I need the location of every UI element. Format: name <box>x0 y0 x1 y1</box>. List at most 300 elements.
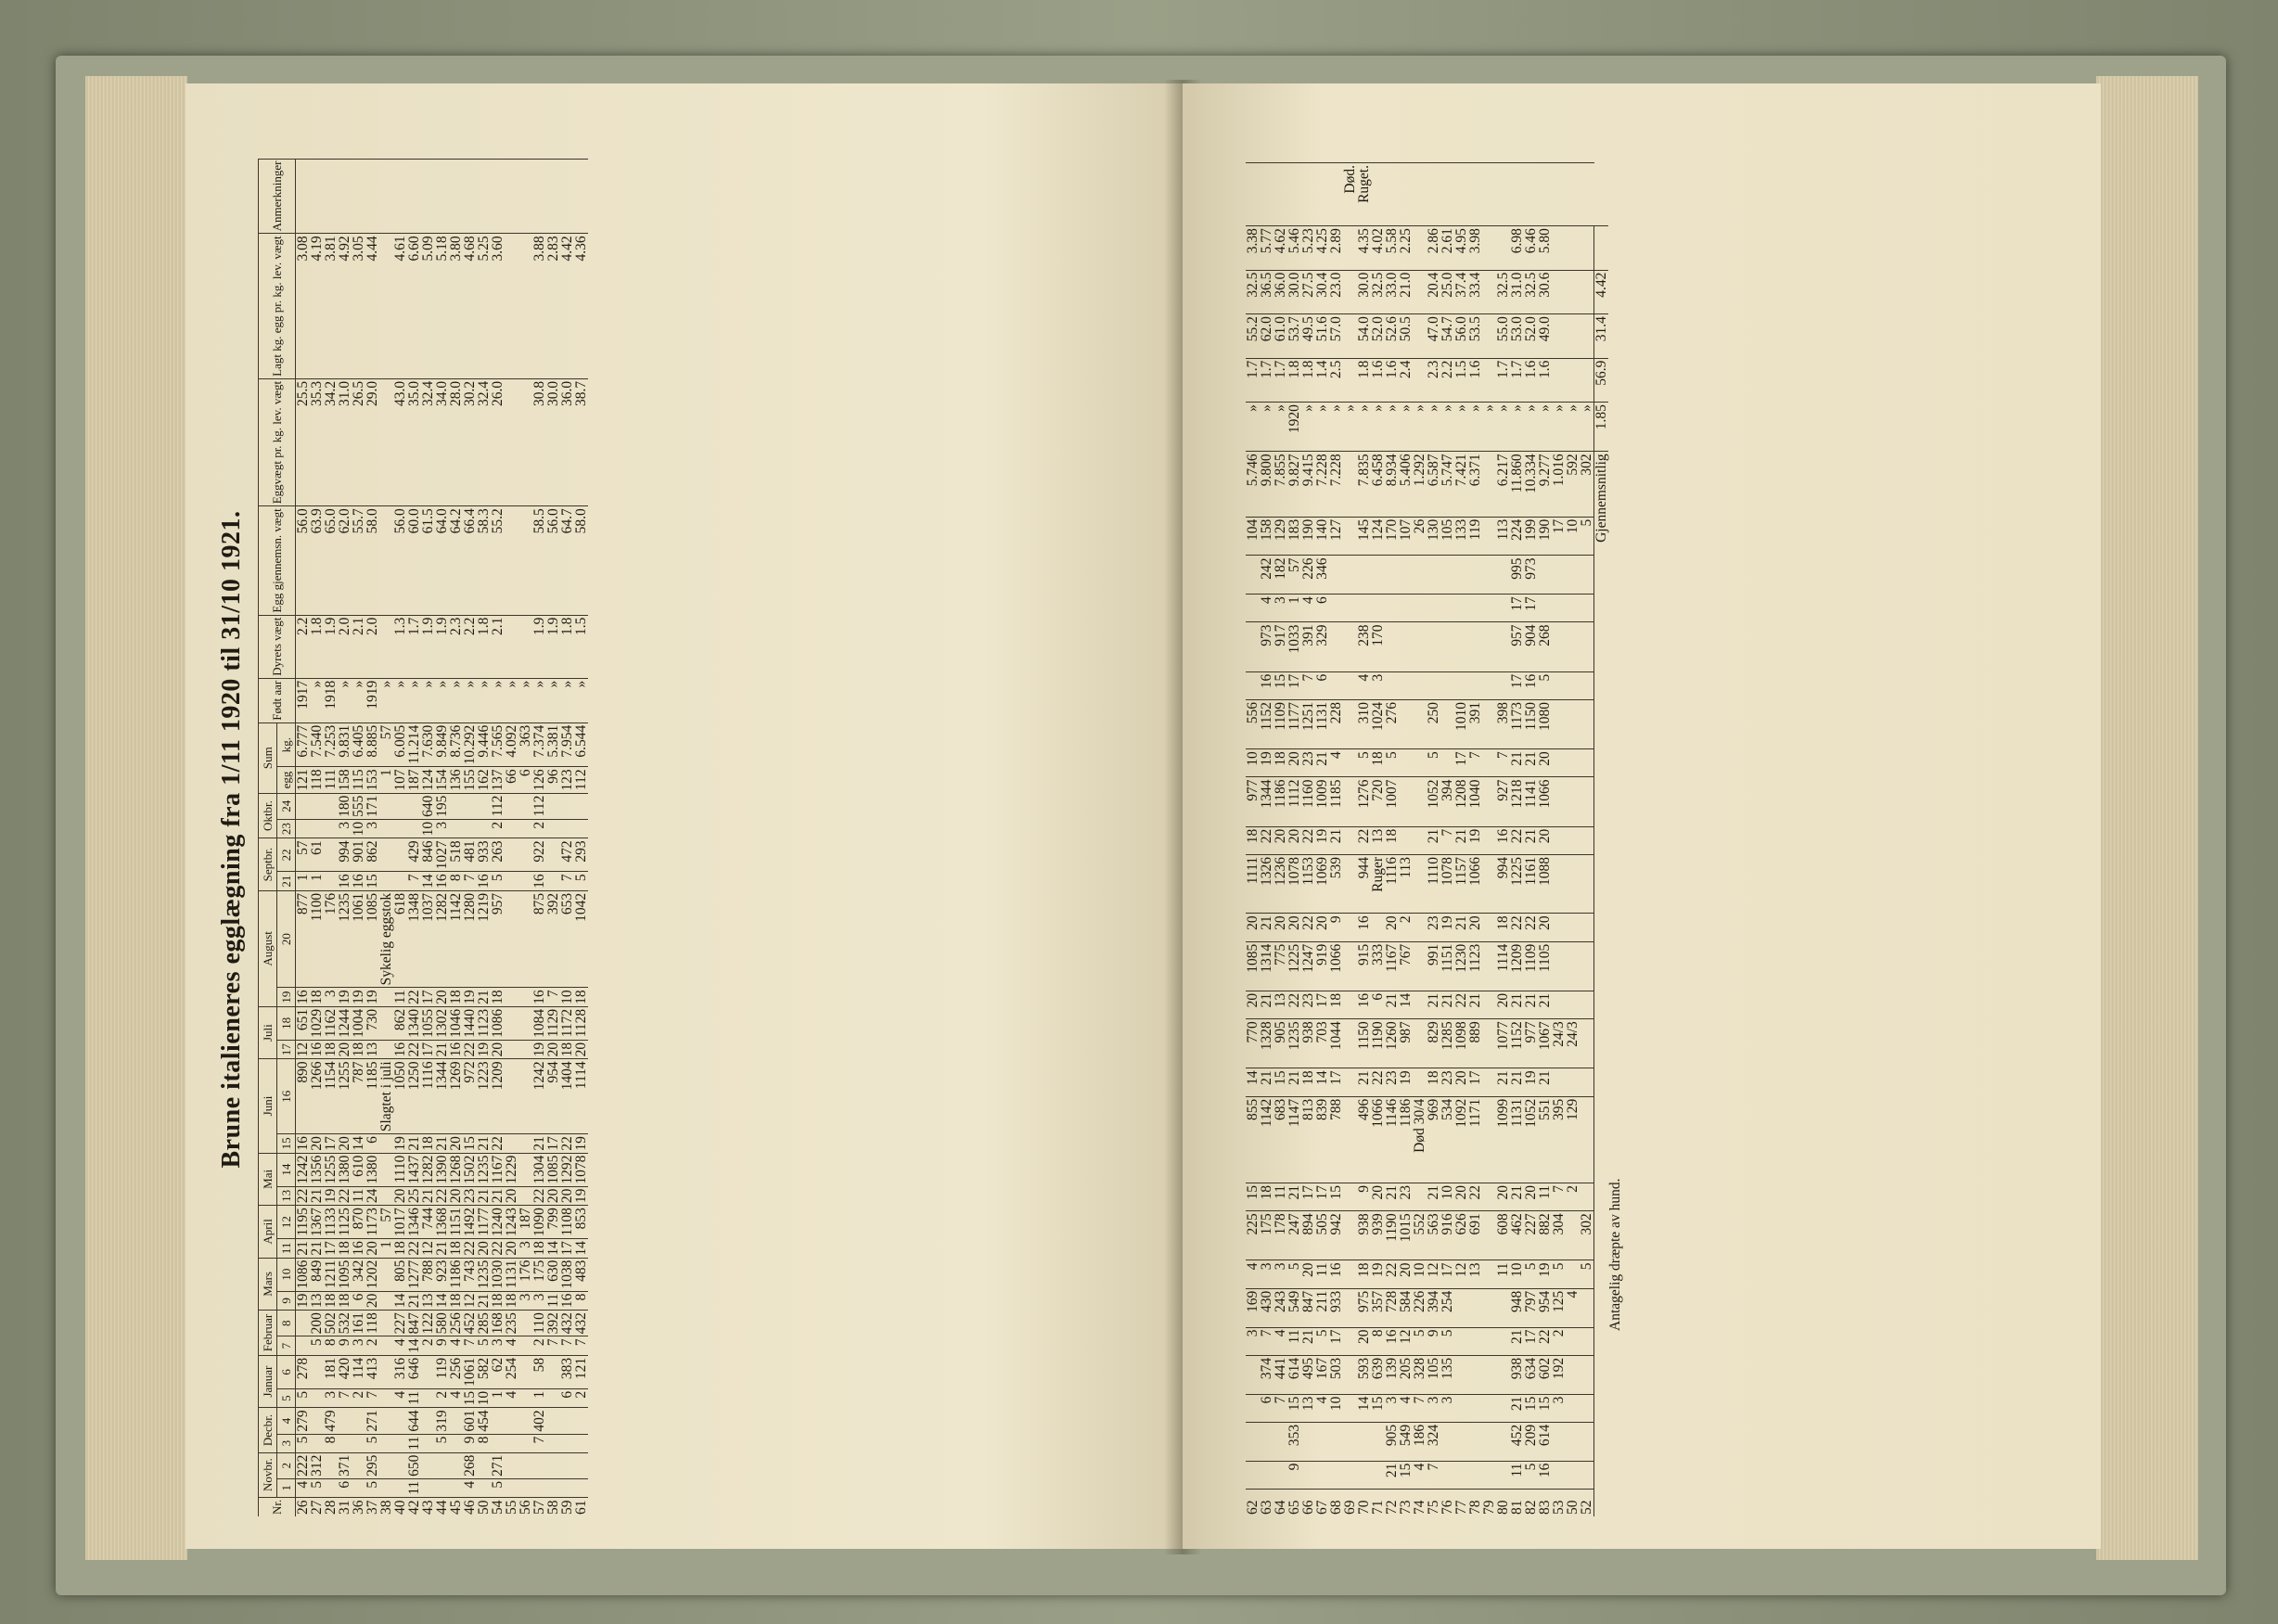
cell-mai-gr <box>1482 941 1496 991</box>
cell-feb-gr: 225 <box>1246 1211 1260 1260</box>
cell-mar: 18 <box>338 1291 352 1311</box>
cell-jun-gr: 1185 <box>365 1059 379 1134</box>
cell-nov-gr <box>1315 1422 1329 1461</box>
cell-fodt: » <box>1454 403 1468 452</box>
row-number: 27 <box>310 1497 324 1516</box>
cell-sep <box>1496 671 1510 699</box>
cell-mai: 20 <box>505 1186 518 1206</box>
table-row <box>1413 163 1427 1517</box>
cell-feb: 3 <box>1273 1260 1287 1288</box>
cell-jul: 20 <box>1287 826 1301 854</box>
cell-egg-gj: 60.0 <box>407 506 421 615</box>
cell-jun-gr <box>505 1059 518 1134</box>
cell-okt-gr: 973 <box>1524 556 1538 595</box>
cell-mai <box>1482 991 1496 1018</box>
cell-sep-gr: 917 <box>1273 622 1287 671</box>
cell-sum-kg: 6.005 <box>393 722 407 767</box>
cell-jul-gr: 1244 <box>338 1006 352 1040</box>
cell-sep-gr <box>505 838 518 872</box>
cell-lagt: 6.46 <box>1524 226 1538 270</box>
cell-eggpr <box>1482 270 1496 313</box>
cell-apr-gr: 57 <box>379 1206 393 1239</box>
cell-jul: 20 <box>1538 826 1552 854</box>
cell-okt-gr <box>1566 556 1580 595</box>
cell-lagt: 2.61 <box>1440 226 1454 270</box>
cell-sep: 5 <box>491 872 505 891</box>
cell-sum-egg: 140 <box>1315 517 1329 556</box>
cell-fodt: » <box>421 678 435 722</box>
cell-sum-kg: 8.934 <box>1385 452 1399 517</box>
cell-apr-gr: 1243 <box>505 1206 518 1239</box>
cell-eggpr <box>1566 270 1580 313</box>
cell-mar-gr: 1186 <box>449 1258 463 1291</box>
cell-aug: 19 <box>338 988 352 1007</box>
cell-vaegt: 1.8 <box>1301 358 1315 402</box>
cell-aug-gr: 1100 <box>310 890 324 987</box>
row-number: 71 <box>1371 1489 1385 1516</box>
cell-nov <box>1496 1461 1510 1489</box>
cell-sep-gr <box>1440 622 1454 671</box>
cell-sep-gr: 61 <box>310 838 324 872</box>
cell-jan-gr: 256 <box>449 1355 463 1388</box>
cell-jun: 6 <box>365 1134 379 1154</box>
cell-feb-gr: 505 <box>1315 1211 1329 1260</box>
cell-nov: 5 <box>491 1478 505 1497</box>
cell-sum-kg: 9.800 <box>1260 452 1273 517</box>
cell-vaegt <box>1580 358 1594 402</box>
cell-dec <box>1566 1394 1580 1422</box>
cell-feb-gr: 1015 <box>1399 1211 1413 1260</box>
cell-mai-gr: 1114 <box>1496 941 1510 991</box>
cell-mai-gr <box>1580 941 1594 991</box>
cell-mar-gr <box>379 1258 393 1291</box>
cell-mai: 23 <box>463 1186 477 1206</box>
summary-label: Gjennemsnitlig <box>1594 452 1609 1516</box>
cell-jul: 22 <box>1260 826 1273 854</box>
cell-jan <box>1580 1327 1594 1355</box>
cell-apr-gr: 1133 <box>324 1206 338 1239</box>
cell-mai: 22 <box>1454 991 1468 1018</box>
cell-vaegt: 1.6 <box>1524 358 1538 402</box>
cell-mai <box>379 1186 393 1206</box>
cell-fodt: » <box>491 678 505 722</box>
cell-feb: 3 <box>352 1336 365 1356</box>
cell-dec-gr: 593 <box>1357 1355 1371 1394</box>
cell-egg-gj: 66.4 <box>463 506 477 615</box>
cell-jul-gr: 1029 <box>310 1006 324 1040</box>
cell-apr <box>1343 1068 1357 1096</box>
cell-feb: 11 <box>1315 1260 1329 1288</box>
cell-note <box>463 159 477 234</box>
cell-aug: 7 <box>546 988 560 1007</box>
cell-jul <box>1343 826 1357 854</box>
cell-eggpr <box>1413 270 1427 313</box>
cell-apr-gr: 853 <box>574 1206 588 1239</box>
cell-sum-egg: 115 <box>352 767 365 793</box>
cell-mai: 21 <box>1440 991 1454 1018</box>
cell-jan: 5 <box>1315 1327 1329 1355</box>
cell-egg-gj: 64.0 <box>435 506 449 615</box>
cell-dec: 15 <box>1538 1394 1552 1422</box>
cell-feb: 10 <box>1413 1260 1427 1288</box>
cell-sep-gr: 1033 <box>1287 622 1301 671</box>
cell-jul: 18 <box>1246 826 1260 854</box>
cell-feb-gr: 285 <box>477 1311 491 1336</box>
cell-nov-gr: 650 <box>407 1452 421 1478</box>
cell-apr: 21 <box>310 1239 324 1259</box>
cell-sep-gr: 391 <box>1301 622 1315 671</box>
cell-eggpr: 29.0 <box>365 378 379 505</box>
cell-jan-gr: 549 <box>1287 1288 1301 1327</box>
cell-egg-gj: 61.0 <box>1273 314 1287 358</box>
cell-note <box>338 159 352 234</box>
left-page-rotated-content <box>211 162 1158 1516</box>
cell-jun: 20 <box>1246 914 1260 941</box>
cell-aug: 21 <box>1510 749 1524 777</box>
cell-jun-gr: 994 <box>1496 855 1510 914</box>
cell-dec: 15 <box>1371 1394 1385 1422</box>
cell-nov-gr: 452 <box>1510 1422 1524 1461</box>
cell-sum-kg: 302 <box>1580 452 1594 517</box>
cell-nov-gr <box>1440 1422 1454 1461</box>
cell-nov <box>1273 1461 1287 1489</box>
cell-nov <box>1454 1461 1468 1489</box>
cell-okt <box>1538 595 1552 622</box>
cell-sep-gr: 293 <box>574 838 588 872</box>
cell-apr-gr: 977 <box>1524 1019 1538 1068</box>
cell-aug-gr: 1024 <box>1371 700 1385 749</box>
table-row <box>379 159 393 1516</box>
cell-fodt: » <box>1329 403 1343 452</box>
cell-vaegt: 1.8 <box>310 615 324 678</box>
table-row <box>352 159 365 1516</box>
cell-nov-gr: 295 <box>365 1452 379 1478</box>
cell-jun-gr: 944 <box>1357 855 1371 914</box>
row-number: 57 <box>532 1497 546 1516</box>
cell-feb: 22 <box>1385 1260 1399 1288</box>
cell-jan-gr: 4 <box>1566 1288 1580 1327</box>
cell-okt <box>518 819 532 838</box>
cell-lagt: 5.58 <box>1385 226 1399 270</box>
cell-aug-gr: 877 <box>296 890 311 987</box>
cell-vaegt: 1.9 <box>435 615 449 678</box>
cell-dec-gr <box>560 1408 574 1434</box>
cell-jul-gr: 1162 <box>324 1006 338 1040</box>
cell-nov-gr: 324 <box>1427 1422 1440 1461</box>
cell-aug-gr: 1348 <box>407 890 421 987</box>
cell-egg-gj <box>1552 314 1566 358</box>
cell-mai-gr: 1235 <box>477 1153 491 1186</box>
cell-feb: 2 <box>421 1336 435 1356</box>
cell-jun: 17 <box>546 1134 560 1154</box>
cell-sep-gr <box>1468 622 1482 671</box>
cell-jan-gr: 948 <box>1510 1288 1524 1327</box>
table-row <box>505 159 518 1516</box>
cell-aug: 21 <box>1524 749 1538 777</box>
cell-nov-gr <box>1343 1422 1357 1461</box>
cell-apr-gr: 1368 <box>435 1206 449 1239</box>
cell-okt <box>574 819 588 838</box>
cell-sum-egg: 136 <box>449 767 463 793</box>
cell-jan: 6 <box>560 1388 574 1408</box>
cell-sep-gr: 238 <box>1357 622 1371 671</box>
cell-note <box>1329 163 1343 226</box>
cell-vaegt: 1.7 <box>407 615 421 678</box>
cell-dec: 21 <box>1510 1394 1524 1422</box>
cell-nov-gr <box>1566 1422 1580 1461</box>
cell-feb: 11 <box>1496 1260 1510 1288</box>
cell-sep <box>1343 671 1357 699</box>
cell-sep: 16 <box>435 872 449 891</box>
cell-vaegt: 1.5 <box>574 615 588 678</box>
cell-feb-gr: 608 <box>1496 1211 1510 1260</box>
cell-feb-gr: 563 <box>1427 1211 1440 1260</box>
cell-sum-kg: 8.885 <box>365 722 379 767</box>
cell-aug: 18 <box>1273 749 1287 777</box>
cell-jun: 20 <box>1385 914 1399 941</box>
cell-apr-gr: 24/3 <box>1566 1019 1580 1068</box>
cell-sep: 16 <box>532 872 546 891</box>
cell-sep <box>1552 671 1566 699</box>
cell-nov <box>393 1478 407 1497</box>
cell-sep: 14 <box>421 872 435 891</box>
cell-nov: 5 <box>310 1478 324 1497</box>
cell-aug-gr <box>1566 700 1580 749</box>
cell-jun: 23 <box>1427 914 1440 941</box>
cell-mar: 19 <box>296 1291 311 1311</box>
cell-dec <box>338 1434 352 1452</box>
cell-jun: 21 <box>1260 914 1273 941</box>
cell-vaegt <box>1566 358 1580 402</box>
cell-dec-gr: 639 <box>1371 1355 1385 1394</box>
cell-jul-gr: 1340 <box>407 1006 421 1040</box>
cell-vaegt: 1.8 <box>1357 358 1371 402</box>
table-row <box>1468 163 1482 1517</box>
cell-vaegt: 1.6 <box>1468 358 1482 402</box>
cell-lagt <box>1496 226 1510 270</box>
cell-apr: 17 <box>324 1239 338 1259</box>
cell-dec-gr: 503 <box>1329 1355 1343 1394</box>
cell-sum-egg: 107 <box>1399 517 1413 556</box>
cell-sep: 16 <box>1524 671 1538 699</box>
cell-mar: 21 <box>1287 1183 1301 1211</box>
cell-mai-gr: 1230 <box>1454 941 1468 991</box>
cell-feb: 20 <box>1301 1260 1315 1288</box>
cell-dec <box>1454 1394 1468 1422</box>
cell-nov <box>1329 1461 1343 1489</box>
cell-mai-gr: 1268 <box>449 1153 463 1186</box>
cell-lagt: 2.83 <box>546 234 560 379</box>
cell-dec-gr: 454 <box>477 1408 491 1434</box>
cell-jun: 22 <box>1301 914 1315 941</box>
cell-jan: 2 <box>1552 1327 1566 1355</box>
cell-vaegt: 1.6 <box>1538 358 1552 402</box>
cell-sum-kg: 6.458 <box>1371 452 1385 517</box>
cell-jun: 20 <box>1468 914 1482 941</box>
cell-jul: 19 <box>1468 826 1482 854</box>
cell-okt-gr <box>505 793 518 819</box>
cell-dec-gr <box>1566 1355 1580 1394</box>
cell-jan-gr <box>1343 1288 1357 1327</box>
cell-apr-gr: 1177 <box>477 1206 491 1239</box>
cell-feb: 7 <box>560 1336 574 1356</box>
cell-sum-kg: 57 <box>379 722 393 767</box>
cell-nov-gr <box>1357 1422 1371 1461</box>
cell-aug-gr <box>1482 700 1496 749</box>
cell-dec: 5 <box>435 1434 449 1452</box>
cell-sep-gr: 472 <box>560 838 574 872</box>
cell-lagt: 5.18 <box>435 234 449 379</box>
cell-note <box>1580 163 1594 226</box>
cell-mai-gr <box>1552 941 1566 991</box>
cell-sum-kg: 10.292 <box>463 722 477 767</box>
cell-note <box>1566 163 1580 226</box>
col-num: 7 <box>277 1336 296 1356</box>
cell-apr: 14 <box>1246 1068 1260 1096</box>
cell-lagt: 4.02 <box>1371 226 1385 270</box>
cell-jan: 1 <box>532 1388 546 1408</box>
cell-jan: 10 <box>477 1388 491 1408</box>
cell-sum-egg: 10 <box>1566 517 1580 556</box>
cell-aug: 10 <box>560 988 574 1007</box>
cell-vaegt: 1.7 <box>1496 358 1510 402</box>
cell-jul <box>1399 826 1413 854</box>
cell-jun: 20 <box>449 1134 463 1154</box>
cell-jan: 21 <box>1510 1327 1524 1355</box>
cell-mar: 18 <box>491 1291 505 1311</box>
cell-jul: 12 <box>296 1040 311 1059</box>
cell-sum-egg: 5 <box>1580 517 1594 556</box>
cell-apr: 14 <box>1315 1068 1329 1096</box>
row-number: 26 <box>296 1497 311 1516</box>
cell-okt-gr <box>463 793 477 819</box>
cell-vaegt: 1.8 <box>477 615 491 678</box>
cell-sep-gr: 922 <box>532 838 546 872</box>
cell-okt-gr: 180 <box>338 793 352 819</box>
cell-okt: 1 <box>1287 595 1301 622</box>
cell-dec: 15 <box>1287 1394 1301 1422</box>
cell-dec-gr <box>1468 1355 1482 1394</box>
cell-eggpr <box>505 378 518 505</box>
cell-mar: 15 <box>1329 1183 1343 1211</box>
cell-dec-gr: 601 <box>463 1408 477 1434</box>
cell-jan-gr: 254 <box>1440 1288 1454 1327</box>
cell-nov-gr <box>560 1452 574 1478</box>
cell-okt <box>505 819 518 838</box>
cell-jan: 20 <box>1357 1327 1371 1355</box>
col-nr-header: Nr. <box>259 1497 296 1516</box>
cell-sum-egg: 199 <box>1524 517 1538 556</box>
cell-sum-kg: 5.746 <box>1246 452 1260 517</box>
col-egg-per-kg-header: Eggvægt pr. kg. lev. vægt <box>259 378 296 505</box>
cell-sep-gr: 933 <box>477 838 491 872</box>
cell-nov: 4 <box>296 1478 311 1497</box>
cell-jun-gr: 1344 <box>435 1059 449 1134</box>
cell-nov: 15 <box>1399 1461 1413 1489</box>
cell-mai: 21 <box>1260 991 1273 1018</box>
row-number: 73 <box>1399 1489 1413 1516</box>
cell-feb-gr: 392 <box>546 1311 560 1336</box>
cell-jun-gr: 1157 <box>1454 855 1468 914</box>
cell-okt-gr: 171 <box>365 793 379 819</box>
cell-mai <box>1343 991 1357 1018</box>
table-row <box>1454 163 1468 1517</box>
cell-aug: 17 <box>421 988 435 1007</box>
cell-mai-gr: 1167 <box>491 1153 505 1186</box>
cell-aug: 18 <box>491 988 505 1007</box>
cell-apr-gr: 1190 <box>1371 1019 1385 1068</box>
cell-sum-kg: 7.630 <box>421 722 435 767</box>
cell-sep <box>1468 671 1482 699</box>
cell-fodt: » <box>379 678 393 722</box>
cell-okt-gr <box>1246 556 1260 595</box>
row-number: 53 <box>1552 1489 1566 1516</box>
cell-dec <box>1468 1394 1482 1422</box>
cell-egg-gj: 64.7 <box>560 506 574 615</box>
col-num: 13 <box>277 1186 296 1206</box>
cell-mai-gr: 767 <box>1399 941 1413 991</box>
cell-jan-gr <box>1482 1288 1496 1327</box>
cell-egg-gj: 54.0 <box>1357 314 1371 358</box>
cell-mar: 14 <box>435 1291 449 1311</box>
cell-feb: 4 <box>393 1336 407 1356</box>
cell-apr: 21 <box>1496 1068 1510 1096</box>
cell-okt <box>1371 595 1385 622</box>
cell-feb-gr: 227 <box>1524 1211 1538 1260</box>
cell-mar-gr: 129 <box>1566 1096 1580 1183</box>
cell-vaegt <box>518 615 532 678</box>
cell-note <box>505 159 518 234</box>
cell-dec-gr: 205 <box>1399 1355 1413 1394</box>
cell-sep <box>1246 671 1260 699</box>
cell-feb-gr: 942 <box>1329 1211 1343 1260</box>
cell-note <box>518 159 532 234</box>
cell-dec-gr <box>546 1408 560 1434</box>
cell-eggpr: 31.0 <box>1510 270 1524 313</box>
cell-nov <box>518 1478 532 1497</box>
cell-apr-gr: 1150 <box>1357 1019 1371 1068</box>
cell-apr: 20 <box>365 1239 379 1259</box>
table-row <box>1301 163 1315 1517</box>
cell-jun-gr: 539 <box>1329 855 1343 914</box>
cell-mai <box>1552 991 1566 1018</box>
cell-apr-gr: 1108 <box>560 1206 574 1239</box>
cell-feb-gr: 161 <box>352 1311 365 1336</box>
cell-okt-gr: 226 <box>1301 556 1315 595</box>
cell-jan-gr <box>1454 1288 1468 1327</box>
cell-nov <box>1315 1461 1329 1489</box>
cell-mai-gr <box>379 1153 393 1186</box>
cell-okt-gr <box>1440 556 1454 595</box>
cell-jul: 16 <box>1496 826 1510 854</box>
cell-feb-gr: 894 <box>1301 1211 1315 1260</box>
cell-sum-kg <box>1343 452 1357 517</box>
cell-jun: 21 <box>477 1134 491 1154</box>
cell-mai-gr: 1247 <box>1301 941 1315 991</box>
cell-aug-gr: 1037 <box>421 890 435 987</box>
cell-egg-gj: 55.2 <box>491 506 505 615</box>
cell-nov: 5 <box>1524 1461 1538 1489</box>
cell-jun-gr: 1404 <box>560 1059 574 1134</box>
cell-mai: 20 <box>449 1186 463 1206</box>
cell-sep: 3 <box>1371 671 1385 699</box>
cell-sum-kg: 363 <box>518 722 532 767</box>
cell-jun: 19 <box>574 1134 588 1154</box>
cell-sum-egg: 118 <box>310 767 324 793</box>
left-page <box>186 83 1183 1549</box>
cell-jan-gr: 584 <box>1399 1288 1413 1327</box>
cell-eggpr: 32.5 <box>1246 270 1260 313</box>
